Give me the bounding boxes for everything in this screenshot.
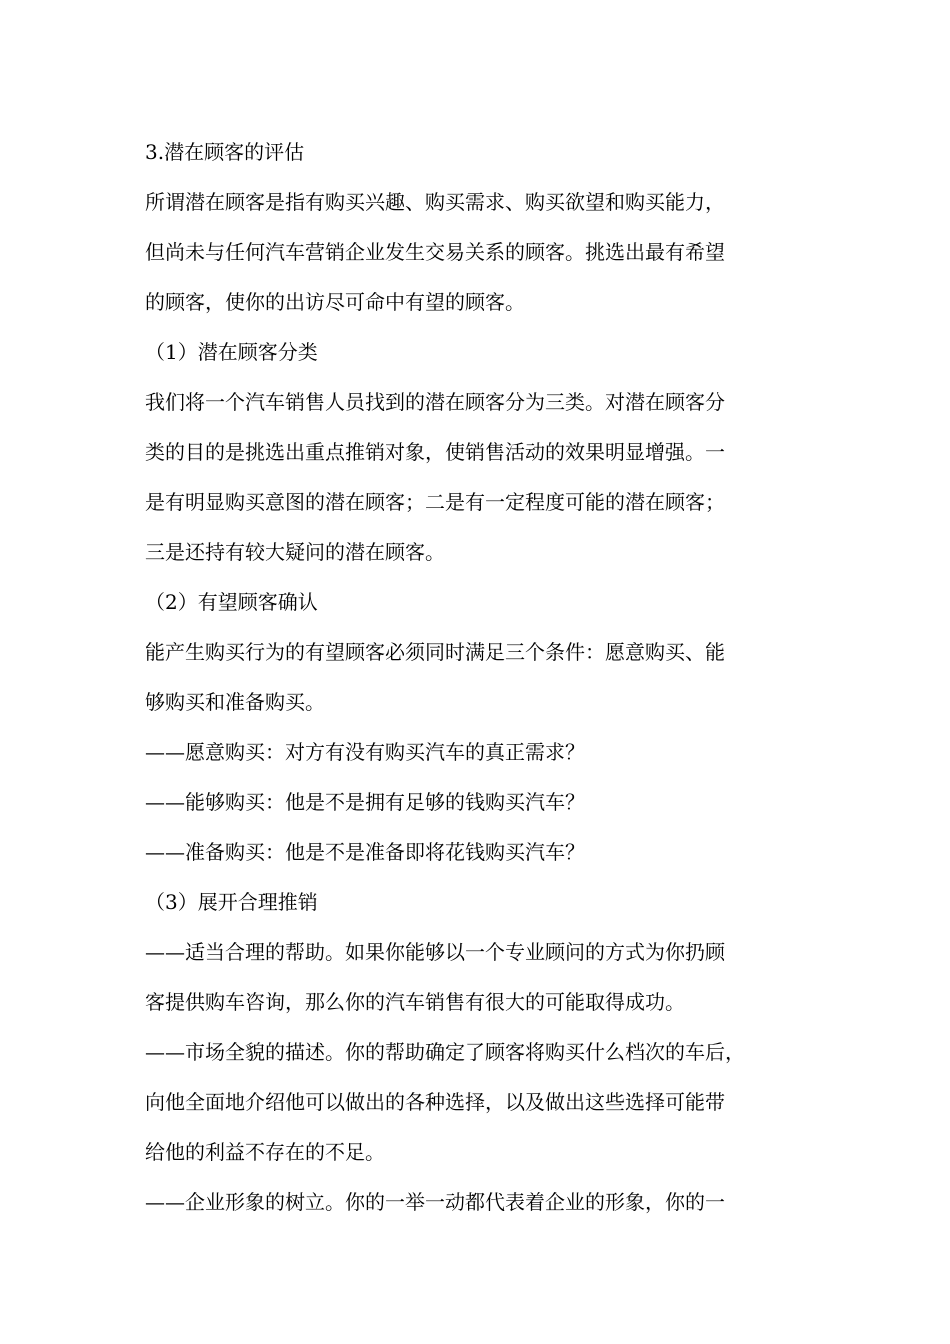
paragraph-line: 我们将一个汽车销售人员找到的潜在顾客分为三类。对潜在顾客分 <box>145 390 725 414</box>
paragraph-line: 三是还持有较大疑问的潜在顾客。 <box>145 540 445 564</box>
subheading: （1）潜在顾客分类 <box>145 340 318 364</box>
subheading: （3）展开合理推销 <box>145 890 318 914</box>
list-item: ——市场全貌的描述。你的帮助确定了顾客将购买什么档次的车后， <box>145 1040 745 1064</box>
paragraph-line: 够购买和准备购买。 <box>145 690 325 714</box>
paragraph-line: 的顾客，使你的出访尽可命中有望的顾客。 <box>145 290 525 314</box>
paragraph-line: 向他全面地介绍他可以做出的各种选择，以及做出这些选择可能带 <box>145 1090 725 1114</box>
paragraph-line: 所谓潜在顾客是指有购买兴趣、购买需求、购买欲望和购买能力， <box>145 190 725 214</box>
paragraph-line: 类的目的是挑选出重点推销对象，使销售活动的效果明显增强。一 <box>145 440 725 464</box>
subheading: （2）有望顾客确认 <box>145 590 318 614</box>
paragraph-line: 能产生购买行为的有望顾客必须同时满足三个条件：愿意购买、能 <box>145 640 725 664</box>
list-item: ——准备购买：他是不是准备即将花钱购买汽车？ <box>145 840 585 864</box>
document-body <box>145 127 825 1227</box>
section-heading: 3.潜在顾客的评估 <box>145 140 305 164</box>
list-item: ——适当合理的帮助。如果你能够以一个专业顾问的方式为你扔顾 <box>145 940 725 964</box>
paragraph-line: 客提供购车咨询，那么你的汽车销售有很大的可能取得成功。 <box>145 990 685 1014</box>
list-item: ——企业形象的树立。你的一举一动都代表着企业的形象，你的一 <box>145 1190 725 1214</box>
paragraph-line: 给他的利益不存在的不足。 <box>145 1140 385 1164</box>
list-item: ——能够购买：他是不是拥有足够的钱购买汽车？ <box>145 790 585 814</box>
paragraph-line: 但尚未与任何汽车营销企业发生交易关系的顾客。挑选出最有希望 <box>145 240 725 264</box>
paragraph-line: 是有明显购买意图的潜在顾客；二是有一定程度可能的潜在顾客； <box>145 490 725 514</box>
list-item: ——愿意购买：对方有没有购买汽车的真正需求？ <box>145 740 585 764</box>
